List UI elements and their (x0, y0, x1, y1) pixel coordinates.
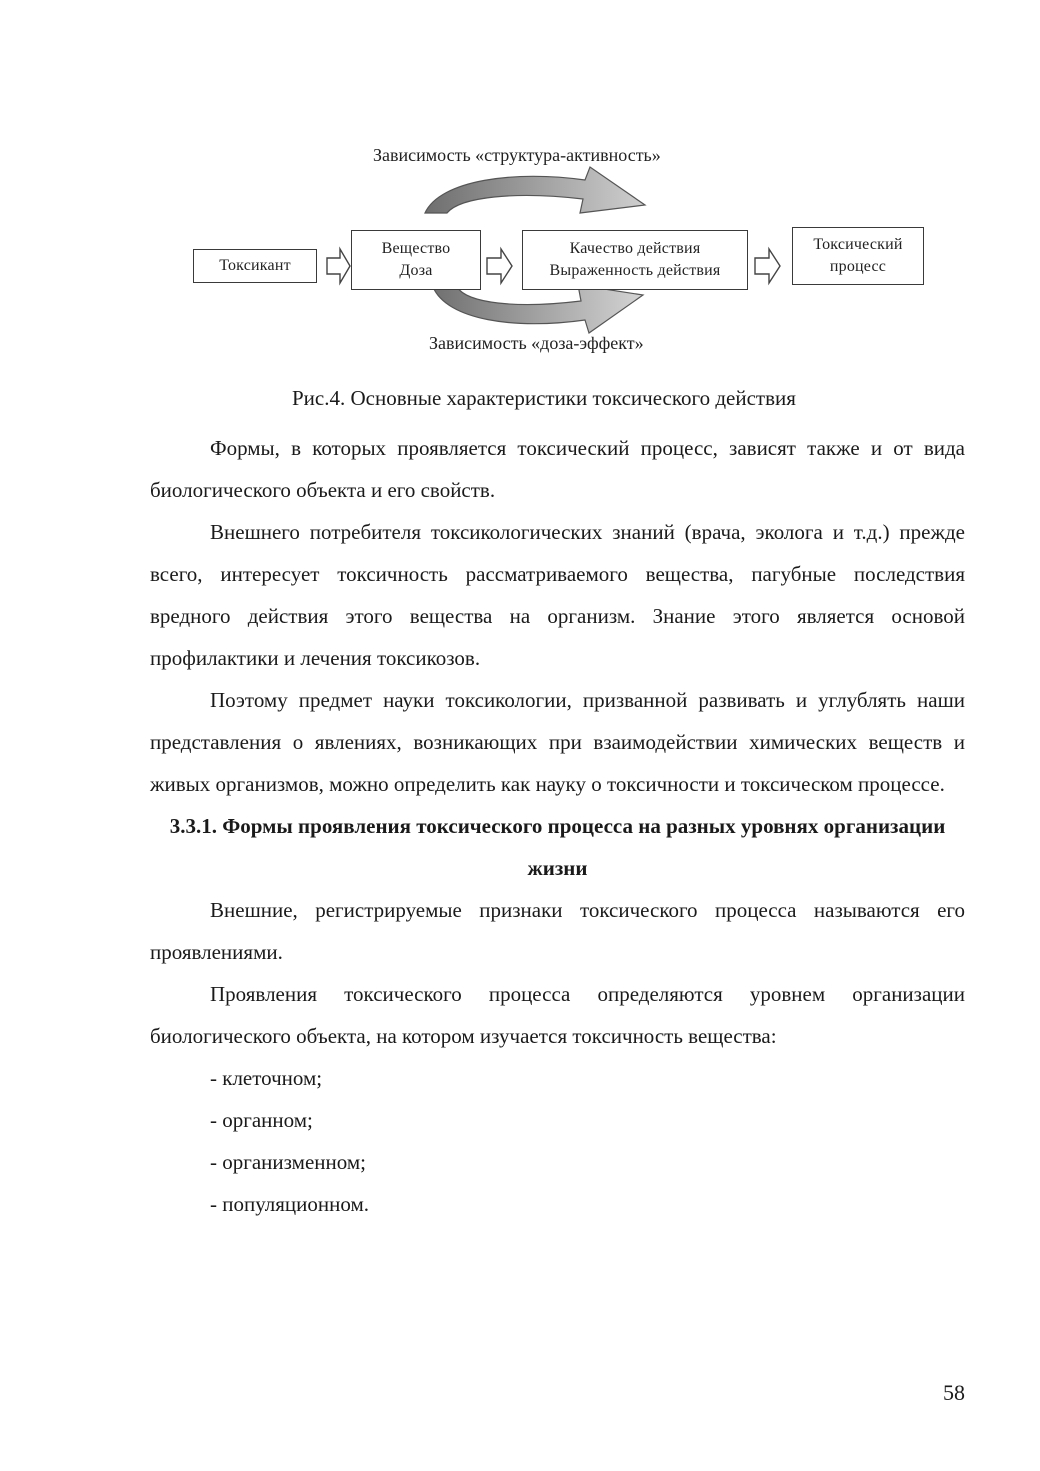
arrow-substance-to-action (487, 249, 512, 283)
list-item: - популяционном. (210, 1192, 370, 1216)
structure-activity-label: Зависимость «структура-активность» (373, 145, 661, 165)
box-process-line-2: процесс (829, 258, 887, 275)
box-process-line-1: Токсический (813, 236, 903, 253)
section-paragraph-2: Проявления токсического процесса определяются уровнем организации биологического объекта, на котором изучается токсичность вещества: (150, 982, 965, 1048)
section-paragraph-1: Внешние, регистрируемые признаки токсического процесса называются его проявлениями. (150, 898, 965, 964)
paragraph-1: Формы, в которых проявляется токсический процесс, зависят также и от вида биологического объекта и его свойств. (150, 436, 965, 502)
levels-list (150, 1057, 965, 1225)
box-substance-line-2: Доза (399, 262, 433, 279)
box-toxicant (193, 249, 317, 283)
section-heading: 3.3.1. Формы проявления токсического процесса на разных уровнях организации жизни (169, 814, 946, 880)
top-curved-arrow (425, 167, 645, 213)
box-action-quality (522, 230, 748, 290)
bottom-curved-arrow (433, 285, 643, 333)
box-action-line-1: Качество действия (569, 240, 701, 257)
box-action-line-2: Выраженность действия (549, 262, 721, 279)
figure-diagram (185, 135, 945, 365)
arrow-action-to-process (755, 249, 780, 283)
dose-effect-label: Зависимость «доза-эффект» (429, 333, 644, 353)
arrow-toxicant-to-substance (327, 249, 350, 283)
box-toxic-process (792, 227, 924, 285)
box-toxicant-line: Токсикант (219, 257, 291, 274)
paragraph-3: Поэтому предмет науки токсикологии, призванной развивать и углублять наши представления о явлениях, возникающих при взаимодействии химических веществ и живых организмов, можно определить как науку о токсичности и токсическом процессе. (150, 688, 965, 796)
body-text (150, 427, 965, 1225)
box-substance-line-1: Вещество (381, 240, 451, 257)
box-substance-dose (351, 230, 481, 290)
paragraph-2: Внешнего потребителя токсикологических знаний (врача, эколога и т.д.) прежде всего, интересует токсичность рассматриваемого вещества, пагубные последствия вредного действия этого вещества на организм. Знание этого является основой профилактики и лечения токсикозов. (150, 520, 965, 670)
figure-caption: Рис.4. Основные характеристики токсического действия (292, 386, 796, 410)
list-item: - клеточном; (210, 1066, 323, 1090)
page-number: 58 (943, 1380, 965, 1405)
list-item: - органном; (210, 1108, 313, 1132)
list-item: - организменном; (210, 1150, 366, 1174)
